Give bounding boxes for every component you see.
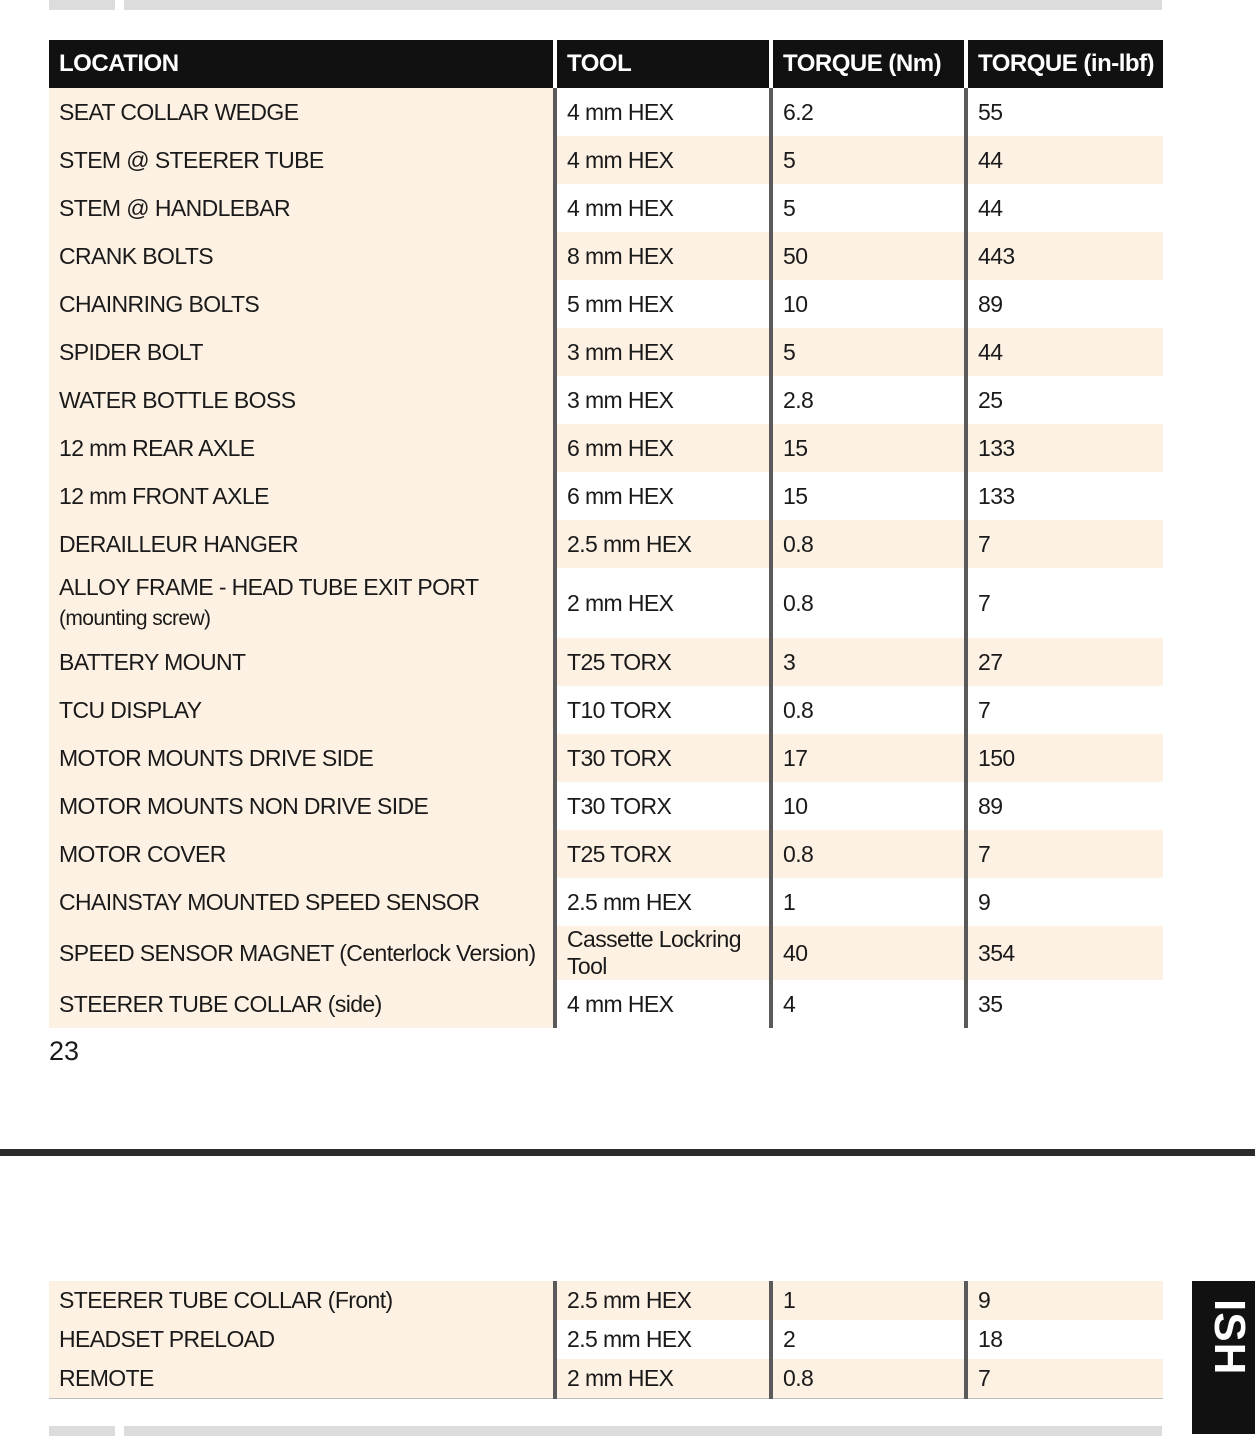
cell-torque-inlbf: 443 (966, 232, 1163, 280)
cell-torque-inlbf: 35 (966, 980, 1163, 1028)
cell-torque-inlbf: 7 (966, 1359, 1163, 1399)
bottom-bar-right (124, 1426, 1162, 1436)
cell-torque-nm: 0.8 (771, 568, 966, 638)
cell-tool: 2.5 mm HEX (555, 520, 771, 568)
table-row (49, 782, 1163, 830)
table-row (49, 1281, 1163, 1320)
table-row (49, 878, 1163, 926)
section-side-tab (1192, 1281, 1255, 1434)
cell-location: MOTOR MOUNTS DRIVE SIDE (49, 734, 555, 782)
cell-torque-nm: 5 (771, 328, 966, 376)
table-row (49, 830, 1163, 878)
cell-torque-nm: 40 (771, 926, 966, 980)
cell-tool: 4 mm HEX (555, 184, 771, 232)
table-row (49, 734, 1163, 782)
cell-location: DERAILLEUR HANGER (49, 520, 555, 568)
cell-torque-inlbf: 44 (966, 328, 1163, 376)
cell-tool: 3 mm HEX (555, 328, 771, 376)
cell-torque-inlbf: 9 (966, 878, 1163, 926)
cell-torque-nm: 2.8 (771, 376, 966, 424)
cell-torque-inlbf: 133 (966, 424, 1163, 472)
cell-torque-nm: 5 (771, 136, 966, 184)
cell-torque-nm: 0.8 (771, 830, 966, 878)
cell-tool: T10 TORX (555, 686, 771, 734)
cell-torque-inlbf: 25 (966, 376, 1163, 424)
cell-torque-nm: 10 (771, 280, 966, 328)
table-row (49, 1359, 1163, 1399)
cell-torque-nm: 3 (771, 638, 966, 686)
cell-location: STEERER TUBE COLLAR (side) (49, 980, 555, 1028)
table-row (49, 376, 1163, 424)
cell-location: REMOTE (49, 1359, 555, 1399)
table-row (49, 926, 1163, 980)
cell-tool: 3 mm HEX (555, 376, 771, 424)
location-note: (mounting screw) (59, 607, 211, 630)
cell-torque-nm: 17 (771, 734, 966, 782)
cell-tool: T25 TORX (555, 638, 771, 686)
cell-tool: T30 TORX (555, 734, 771, 782)
header-tool: TOOL (555, 40, 771, 88)
cell-tool: 5 mm HEX (555, 280, 771, 328)
cell-tool: 2 mm HEX (555, 1359, 771, 1399)
cell-location: CRANK BOLTS (49, 232, 555, 280)
cell-torque-nm: 5 (771, 184, 966, 232)
cell-location: HEADSET PRELOAD (49, 1320, 555, 1359)
cell-torque-inlbf: 44 (966, 184, 1163, 232)
cell-torque-nm: 0.8 (771, 520, 966, 568)
cell-torque-inlbf: 44 (966, 136, 1163, 184)
cell-torque-nm: 50 (771, 232, 966, 280)
cell-location: WATER BOTTLE BOSS (49, 376, 555, 424)
header-torque-nm: TORQUE (Nm) (771, 40, 966, 88)
cell-tool: T30 TORX (555, 782, 771, 830)
cell-torque-inlbf: 18 (966, 1320, 1163, 1359)
cell-torque-inlbf: 89 (966, 280, 1163, 328)
table-row (49, 88, 1163, 136)
cell-location: 12 mm FRONT AXLE (49, 472, 555, 520)
table-row (49, 136, 1163, 184)
cell-torque-inlbf: 55 (966, 88, 1163, 136)
table-row (49, 184, 1163, 232)
table-row (49, 686, 1163, 734)
top-bar-left (49, 0, 115, 10)
cell-tool: 4 mm HEX (555, 88, 771, 136)
top-bar-right (124, 0, 1162, 10)
cell-location (49, 568, 555, 638)
cell-torque-nm: 0.8 (771, 1359, 966, 1399)
side-tab-label: ISH (1205, 1299, 1254, 1376)
cell-torque-nm: 1 (771, 878, 966, 926)
torque-table (49, 40, 1163, 1028)
table-row (49, 568, 1163, 638)
table-row (49, 280, 1163, 328)
cell-tool: 4 mm HEX (555, 980, 771, 1028)
table-row (49, 980, 1163, 1028)
cell-location: STEM @ STEERER TUBE (49, 136, 555, 184)
cell-torque-inlbf: 7 (966, 830, 1163, 878)
cell-location: MOTOR MOUNTS NON DRIVE SIDE (49, 782, 555, 830)
table-row (49, 1320, 1163, 1359)
cell-torque-nm: 10 (771, 782, 966, 830)
header-location: LOCATION (49, 40, 555, 88)
table-row (49, 232, 1163, 280)
cell-torque-inlbf: 354 (966, 926, 1163, 980)
header-torque-inlbf: TORQUE (in-lbf) (966, 40, 1163, 88)
cell-tool: 2.5 mm HEX (555, 878, 771, 926)
page-divider (0, 1149, 1255, 1156)
cell-torque-inlbf: 150 (966, 734, 1163, 782)
cell-torque-inlbf: 89 (966, 782, 1163, 830)
cell-tool: 8 mm HEX (555, 232, 771, 280)
cell-location: SPIDER BOLT (49, 328, 555, 376)
cell-tool: 2 mm HEX (555, 568, 771, 638)
cell-torque-inlbf: 7 (966, 568, 1163, 638)
cell-tool: Cassette Lockring Tool (555, 926, 771, 980)
cell-torque-nm: 1 (771, 1281, 966, 1320)
cell-location: STEERER TUBE COLLAR (Front) (49, 1281, 555, 1320)
cell-torque-inlbf: 27 (966, 638, 1163, 686)
cell-tool: 2.5 mm HEX (555, 1281, 771, 1320)
cell-torque-inlbf: 133 (966, 472, 1163, 520)
cell-location: TCU DISPLAY (49, 686, 555, 734)
table-header-row (49, 40, 1163, 88)
cell-torque-nm: 15 (771, 424, 966, 472)
cell-tool: 4 mm HEX (555, 136, 771, 184)
location-text: ALLOY FRAME - HEAD TUBE EXIT PORT (59, 574, 479, 600)
cell-torque-inlbf: 7 (966, 520, 1163, 568)
table-row (49, 424, 1163, 472)
cell-location: SEAT COLLAR WEDGE (49, 88, 555, 136)
cell-location: CHAINSTAY MOUNTED SPEED SENSOR (49, 878, 555, 926)
cell-location: CHAINRING BOLTS (49, 280, 555, 328)
cell-tool: 6 mm HEX (555, 472, 771, 520)
torque-table-continued (49, 1281, 1163, 1399)
cell-torque-inlbf: 9 (966, 1281, 1163, 1320)
table-row (49, 328, 1163, 376)
cell-torque-nm: 2 (771, 1320, 966, 1359)
cell-torque-inlbf: 7 (966, 686, 1163, 734)
cell-location: BATTERY MOUNT (49, 638, 555, 686)
cell-tool: 2.5 mm HEX (555, 1320, 771, 1359)
cell-torque-nm: 15 (771, 472, 966, 520)
table-row (49, 520, 1163, 568)
cell-location: 12 mm REAR AXLE (49, 424, 555, 472)
table-row (49, 472, 1163, 520)
cell-tool: T25 TORX (555, 830, 771, 878)
cell-location: SPEED SENSOR MAGNET (Centerlock Version) (49, 926, 555, 980)
cell-torque-nm: 6.2 (771, 88, 966, 136)
page-number: 23 (49, 1036, 80, 1066)
bottom-bar-left (49, 1426, 115, 1436)
cell-tool: 6 mm HEX (555, 424, 771, 472)
table-row (49, 638, 1163, 686)
cell-location: STEM @ HANDLEBAR (49, 184, 555, 232)
cell-location: MOTOR COVER (49, 830, 555, 878)
cell-torque-nm: 0.8 (771, 686, 966, 734)
cell-torque-nm: 4 (771, 980, 966, 1028)
